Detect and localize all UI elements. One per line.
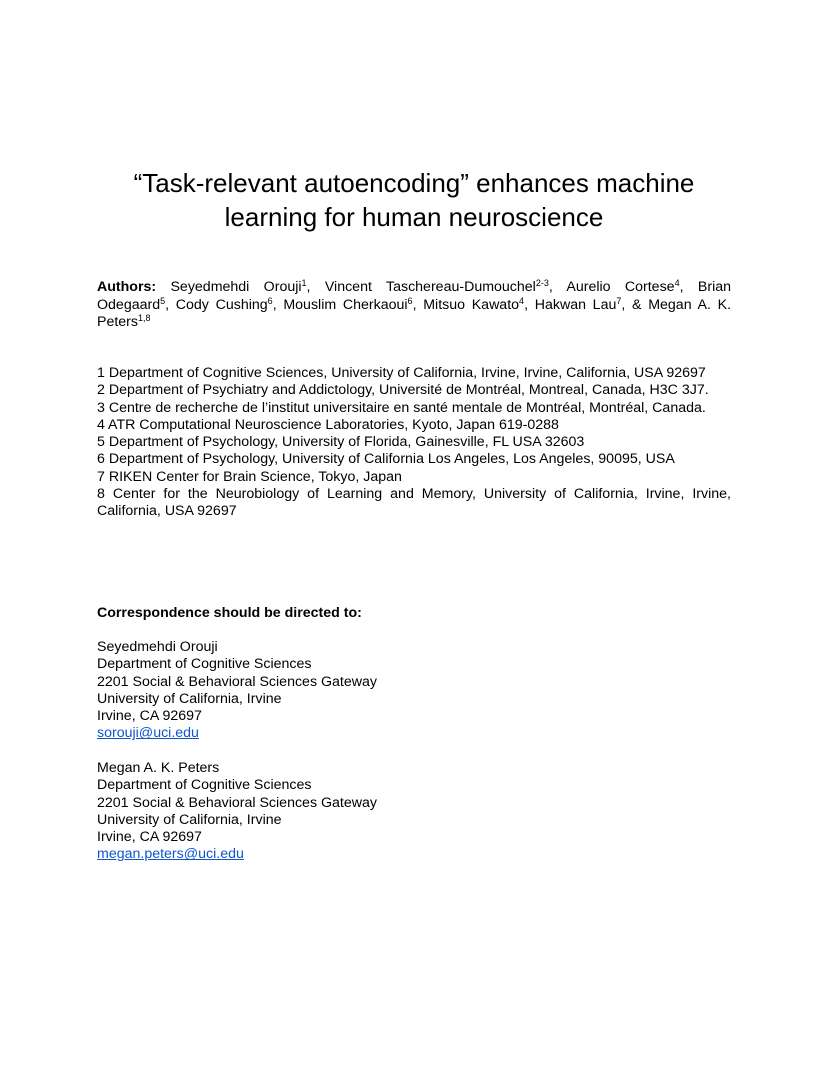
affiliation-item: 6 Department of Psychology, University of California Los Angeles, Los Angeles, 90095, USA xyxy=(97,451,675,468)
contact-department: Department of Cognitive Sciences xyxy=(97,777,312,794)
author-name: Brian Odegaard xyxy=(97,279,731,313)
author-name: Megan A. K. Peters xyxy=(97,296,732,330)
author-name: Vincent Taschereau-Dumouchel xyxy=(324,279,536,295)
contact-email-link[interactable]: megan.peters@uci.edu xyxy=(97,846,244,863)
contact-address: 2201 Social & Behavioral Sciences Gateway xyxy=(97,794,377,811)
author-affiliation-number: 1 xyxy=(301,278,307,288)
author-affiliation-number: 4 xyxy=(519,295,525,306)
affiliation-item: 8 Center for the Neurobiology of Learning and Memory, University of California, Irvine, Irvine, California, USA 92697 xyxy=(97,486,731,520)
contact-city: Irvine, CA 92697 xyxy=(97,829,202,846)
affiliation-item: 5 Department of Psychology, University of Florida, Gainesville, FL USA 32603 xyxy=(97,434,585,451)
author-name: Cody Cushing xyxy=(175,296,268,313)
contact-name: Seyedmehdi Orouji xyxy=(97,639,218,655)
contact-block xyxy=(97,639,377,743)
contact-address: 2201 Social & Behavioral Sciences Gateway xyxy=(97,673,377,690)
contact-email-link[interactable]: sorouji@uci.edu xyxy=(97,725,199,742)
author-name: Mitsuo Kawato xyxy=(423,296,520,313)
affiliation-item: 4 ATR Computational Neuroscience Laboratories, Kyoto, Japan 619-0288 xyxy=(97,416,559,433)
author-affiliation-number: 5 xyxy=(160,295,166,306)
contact-department: Department of Cognitive Sciences xyxy=(97,656,312,673)
affiliation-item: 1 Department of Cognitive Sciences, University of California, Irvine, Irvine, California, USA 92697 xyxy=(97,365,706,381)
contact-city: Irvine, CA 92697 xyxy=(97,708,202,725)
title-line-2: learning for human neuroscience xyxy=(224,202,604,232)
affiliation-item: 3 Centre de recherche de l’institut universitaire en santé mentale de Montréal, Montréal, Canada. xyxy=(97,399,706,416)
author-affiliation-number: 6 xyxy=(267,295,273,306)
author-affiliation-number: 6 xyxy=(407,295,413,306)
paper-title xyxy=(60,166,768,234)
affiliation-item: 2 Department of Psychiatry and Addictology, Université de Montréal, Montreal, Canada, H3C 3J7. xyxy=(97,382,709,399)
title-line-1: “Task-relevant autoencoding” enhances machine xyxy=(133,168,695,198)
author-name: Mouslim Cherkaoui xyxy=(283,296,408,313)
correspondence-heading: Correspondence should be directed to: xyxy=(97,605,362,621)
author-affiliation-number: 2-3 xyxy=(535,278,549,288)
contact-name: Megan A. K. Peters xyxy=(97,760,220,776)
contact-university: University of California, Irvine xyxy=(97,690,282,707)
contact-block xyxy=(97,760,377,864)
author-name: Hakwan Lau xyxy=(534,296,617,313)
author-name: Seyedmehdi Orouji xyxy=(170,279,302,295)
author-list: Authors: Seyedmehdi Orouji$^1$, Vincent Taschereau-Dumouchel$^{2-3}$, Aurelio Cortese$^4$, Brian Odegaard$^5$, Cody Cushing$^6$, Mouslim Cherkaoui$^6$, Mitsuo Kawato$^4$, Hakwan Lau$^7$, & Megan A. K. Peters$^{1,8}$ xyxy=(97,278,732,330)
author-affiliation-number: 4 xyxy=(674,278,680,288)
author-name: Aurelio Cortese xyxy=(566,279,675,295)
author-affiliation-number: 7 xyxy=(616,295,622,306)
authors-label: Authors: xyxy=(97,279,157,295)
affiliation-list xyxy=(97,365,731,521)
affiliation-item: 7 RIKEN Center for Brain Science, Tokyo, Japan xyxy=(97,468,402,485)
contact-university: University of California, Irvine xyxy=(97,811,282,828)
author-affiliation-number: 1,8 xyxy=(138,313,151,323)
